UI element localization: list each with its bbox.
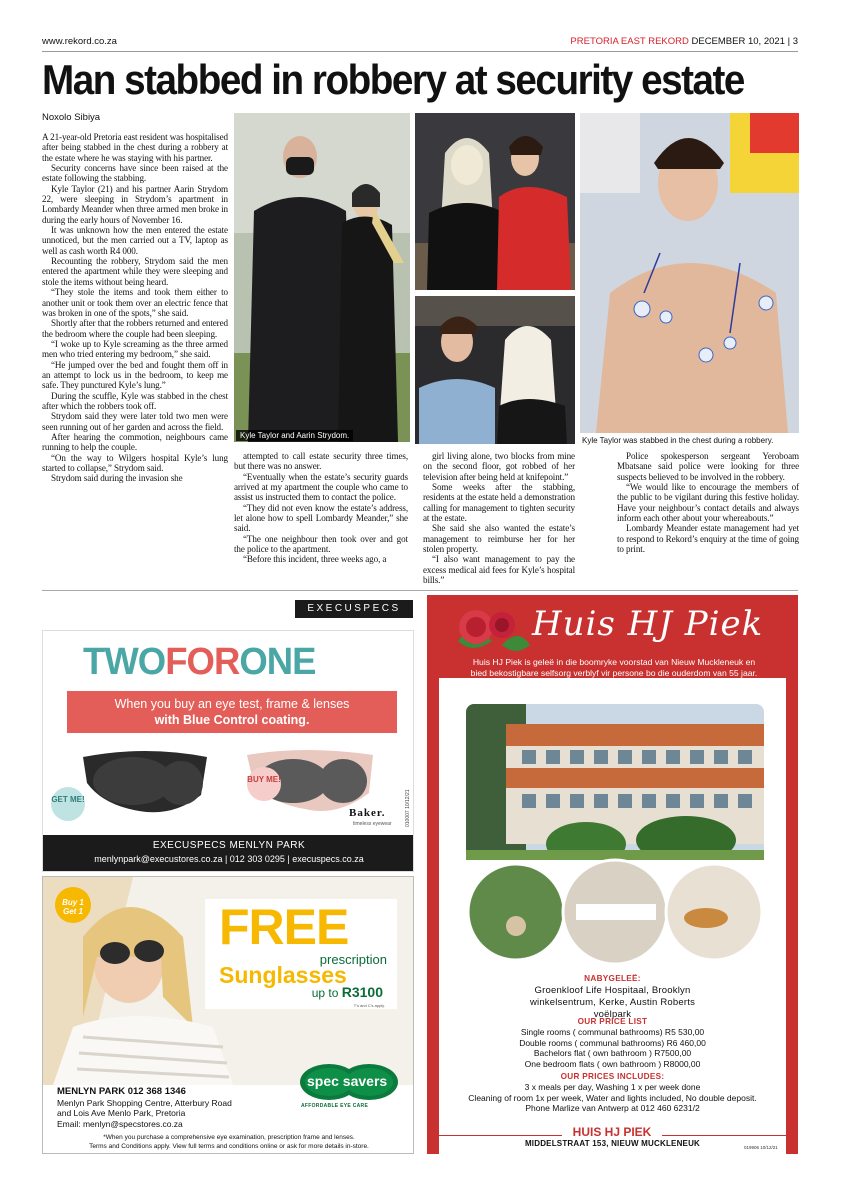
article-paragraph: After hearing the commotion, neighbours came running to help the couple. (42, 431, 228, 453)
price-item: One bedroom flats ( own bathroom ) R8000,00 (524, 1058, 701, 1069)
article-paragraph: “Eventually when the estate’s security guards arrived at my apartment the couple who came to assist us instructed them to contact the police. (234, 471, 408, 503)
includes-label: OUR PRICES INCLUDES: (560, 1072, 665, 1081)
article-paragraph: attempted to call estate security three times, but there was no answer. (234, 451, 408, 472)
buy-one-get-one-badge: Buy 1 Get 1 (62, 898, 84, 916)
article-paragraph: “The one neighbour then took over and got the police to the apartment. (234, 533, 408, 555)
article-paragraph: “Before this incident, three weeks ago, a (243, 554, 387, 565)
article-paragraph: During the scuffle, Kyle was stabbed in the chest after which the robbers took off. (42, 390, 228, 411)
buy-me-badge: BUY ME! (247, 767, 281, 801)
article-paragraph: Shortly after that the robbers returned and entered the bedroom where the couple had been sleeping. (42, 318, 228, 339)
article-paragraph: It was unknown how the men entered the estate unnoticed, but the men carried out a TV, laptop as well as cash worth R4 000. (42, 225, 228, 256)
execuspecs-offer-banner: When you buy an eye test, frame & lenses with Blue Control coating. (67, 691, 397, 733)
nearby-text: Groenkloof Life Hospitaal, Brooklyn winkelsentrum, Kerke, Austin Roberts voëlpark (529, 985, 696, 1020)
huis-ad-code: 019906 10/12/21 (744, 1145, 778, 1150)
article-paragraph: “On the way to Wilgers hospital Kyle’s lung started to collapse,” Strydom said. (42, 452, 228, 473)
article-paragraph: “They did not even know the estate’s address, let alone how to spell Lombardy Meander,” she said. (234, 502, 408, 534)
rose-icon (452, 601, 532, 659)
article-byline: Noxolo Sibiya (42, 112, 101, 123)
page-number: | 3 (787, 36, 798, 47)
specsavers-tagline: AFFORDABLE EYE CARE (301, 1103, 369, 1109)
huis-facility-photos (466, 856, 764, 968)
huis-subtitle: Huis HJ Piek is geleë in die boomryke voorstad van Nieuw Muckleneuk en bied bekostigbare selfsorg verblyf vir persone bo die ouderdom van 55 jaar. (470, 657, 758, 678)
price-list (439, 1027, 786, 1069)
photo-caption-hospital: Kyle Taylor was stabbed in the chest during a robbery. (582, 436, 774, 445)
get-me-badge: GET ME! (51, 787, 85, 821)
photo-selfie-2 (415, 296, 575, 444)
contact-phone[interactable]: Phone Marlize van Antwerp at 012 460 6231/2 (525, 1103, 700, 1113)
article-paragraph: girl living alone, two blocks from mine on the second floor, got robbed of her television after being held at knifepoint.” (423, 451, 575, 482)
article-paragraph: “He jumped over the bed and fought them off in an attempt to lock us in the bedroom, to keep me safe. They punctured Kyle’s lung.” (42, 359, 228, 391)
article-paragraph: Some weeks after the stabbing, residents at the estate held a demonstration calling for management to tighten security at the estate. (423, 482, 575, 524)
specsavers-store-info: MENLYN PARK 012 368 1346 Menlyn Park Shopping Centre, Atterbury Road and Lois Ave Menlo Park, Pretoria Email: menlyn@specstores.co.za (57, 1087, 317, 1129)
article-column-4 (617, 451, 799, 554)
ad-code: 010007 10/12/21 (405, 789, 411, 827)
baker-logo: Baker. (349, 807, 386, 819)
article-paragraph: Recounting the robbery, Strydom said the men entered the apartment while they were sleeping and stole the items without being heard. (42, 256, 228, 287)
two-for-one-headline: TWOFORONE (83, 641, 316, 683)
section-divider (42, 590, 798, 591)
article-column-3 (423, 451, 575, 585)
includes-item: 3 x meals per day, Washing 1 x per week done (524, 1082, 701, 1092)
article-paragraph: Kyle Taylor (21) and his partner Aarin Strydom 22, were sleeping in Strydom’s apartment in Lombardy Meander when three armed men broke in during the early hours of November 16. (42, 183, 228, 225)
huis-title: Huis HJ Piek (532, 604, 764, 644)
store-phone[interactable]: 012 368 1346 (127, 1086, 186, 1097)
price-item: Single rooms ( communal bathrooms) R5 530,00 (520, 1027, 705, 1037)
store-name: EXECUSPECS MENLYN PARK (152, 840, 306, 851)
store-contact[interactable]: menlynpark@execustores.co.za | 012 303 0295 | execuspecs.co.za (94, 854, 364, 864)
article-paragraph: Strydom said during the invasion she (51, 473, 183, 484)
article-paragraph: Security concerns have since been raised at the estate following the stabbing. (42, 163, 228, 184)
article-paragraph: “I also want management to pay the excess medical aid fees for Kyle’s hospital bills.” (423, 554, 575, 586)
publication-name: PRETORIA EAST REKORD (570, 36, 689, 47)
photo-selfie-1 (415, 113, 575, 290)
article-paragraph: Strydom said they were later told two men were seen running out of her garden and across the field. (42, 411, 228, 432)
store-email[interactable]: Email: menlyn@specstores.co.za (57, 1118, 183, 1129)
free-sunglasses-offer: FREE prescription Sunglasses up to R3100 T's and C's apply. (205, 899, 397, 1009)
article-paragraph: She said she also wanted the estate’s management to reimburse her for her stolen property. (423, 523, 575, 555)
photo-couple (234, 113, 410, 442)
nearby-label: NABYGELEË: (584, 974, 641, 983)
execuspecs-logo[interactable]: EXECUSPECS (295, 600, 413, 618)
specsavers-logo-text: spec savers (307, 1073, 388, 1089)
includes-item: Cleaning of room 1x per week, Water and lights included, No double deposit. (468, 1092, 757, 1103)
includes-list (439, 1082, 786, 1114)
page-header (42, 36, 798, 50)
article-paragraph: “They stole the items and took them either to another unit or took them over an electric fence that was broken in one of the spots,” she said. (42, 287, 228, 318)
article-paragraph: “We would like to encourage the members of the public to be vigilant during this festive holiday. Have your neighbour’s contact details and always inform each other about your whereabouts.” (617, 482, 799, 524)
article-paragraph: “I woke up to Kyle screaming as the three armed men who tried entering my bedroom,” she said. (42, 338, 228, 360)
article-paragraph: Police spokesperson sergeant Yeroboam Mbatsane said police were looking for three suspects believed to be involved in the robbery. (617, 451, 799, 482)
issue-date: DECEMBER 10, 2021 (691, 36, 785, 47)
huis-building-photo (466, 704, 764, 860)
price-item: Bachelors flat ( own bathroom ) R7500,00 (533, 1048, 692, 1058)
specsavers-footnote: *When you purchase a comprehensive eye examination, prescription frame and lenses. Terms and Conditions apply. View full terms and conditions online or ask for more details in-store. (89, 1134, 369, 1150)
site-url[interactable]: www.rekord.co.za (42, 36, 117, 47)
photo-hospital (580, 113, 799, 433)
huis-footer-name: HUIS HJ PIEK (562, 1125, 662, 1139)
article-paragraph: Lombardy Meander estate management had yet to respond to Rekord’s enquiry at the time of going to print. (617, 523, 799, 555)
article-column-1 (42, 132, 228, 484)
execuspecs-advert[interactable] (42, 630, 414, 872)
execuspecs-store-bar (43, 835, 414, 872)
baker-tagline: timeless eyewear (353, 821, 392, 827)
article-paragraph: A 21-year-old Pretoria east resident was hospitalised after being stabbed in the chest during a robbery at the estate where he was staying with his partner. (42, 132, 228, 163)
article-column-2 (234, 451, 408, 565)
price-list-label: OUR PRICE LIST (577, 1017, 648, 1026)
huis-footer-address: MIDDELSTRAAT 153, NIEUW MUCKLENEUK (524, 1139, 701, 1148)
article-headline: Man stabbed in robbery at security estate (42, 56, 744, 103)
publication-line (570, 36, 798, 47)
price-item: Double rooms ( communal bathrooms) R6 460,00 (519, 1037, 706, 1048)
specsavers-advert[interactable] (42, 876, 414, 1154)
header-divider (42, 51, 798, 52)
specsavers-hero (43, 877, 414, 1085)
sunglasses-image (73, 743, 393, 819)
photo-caption-couple: Kyle Taylor and Aarin Strydom. (236, 430, 353, 441)
